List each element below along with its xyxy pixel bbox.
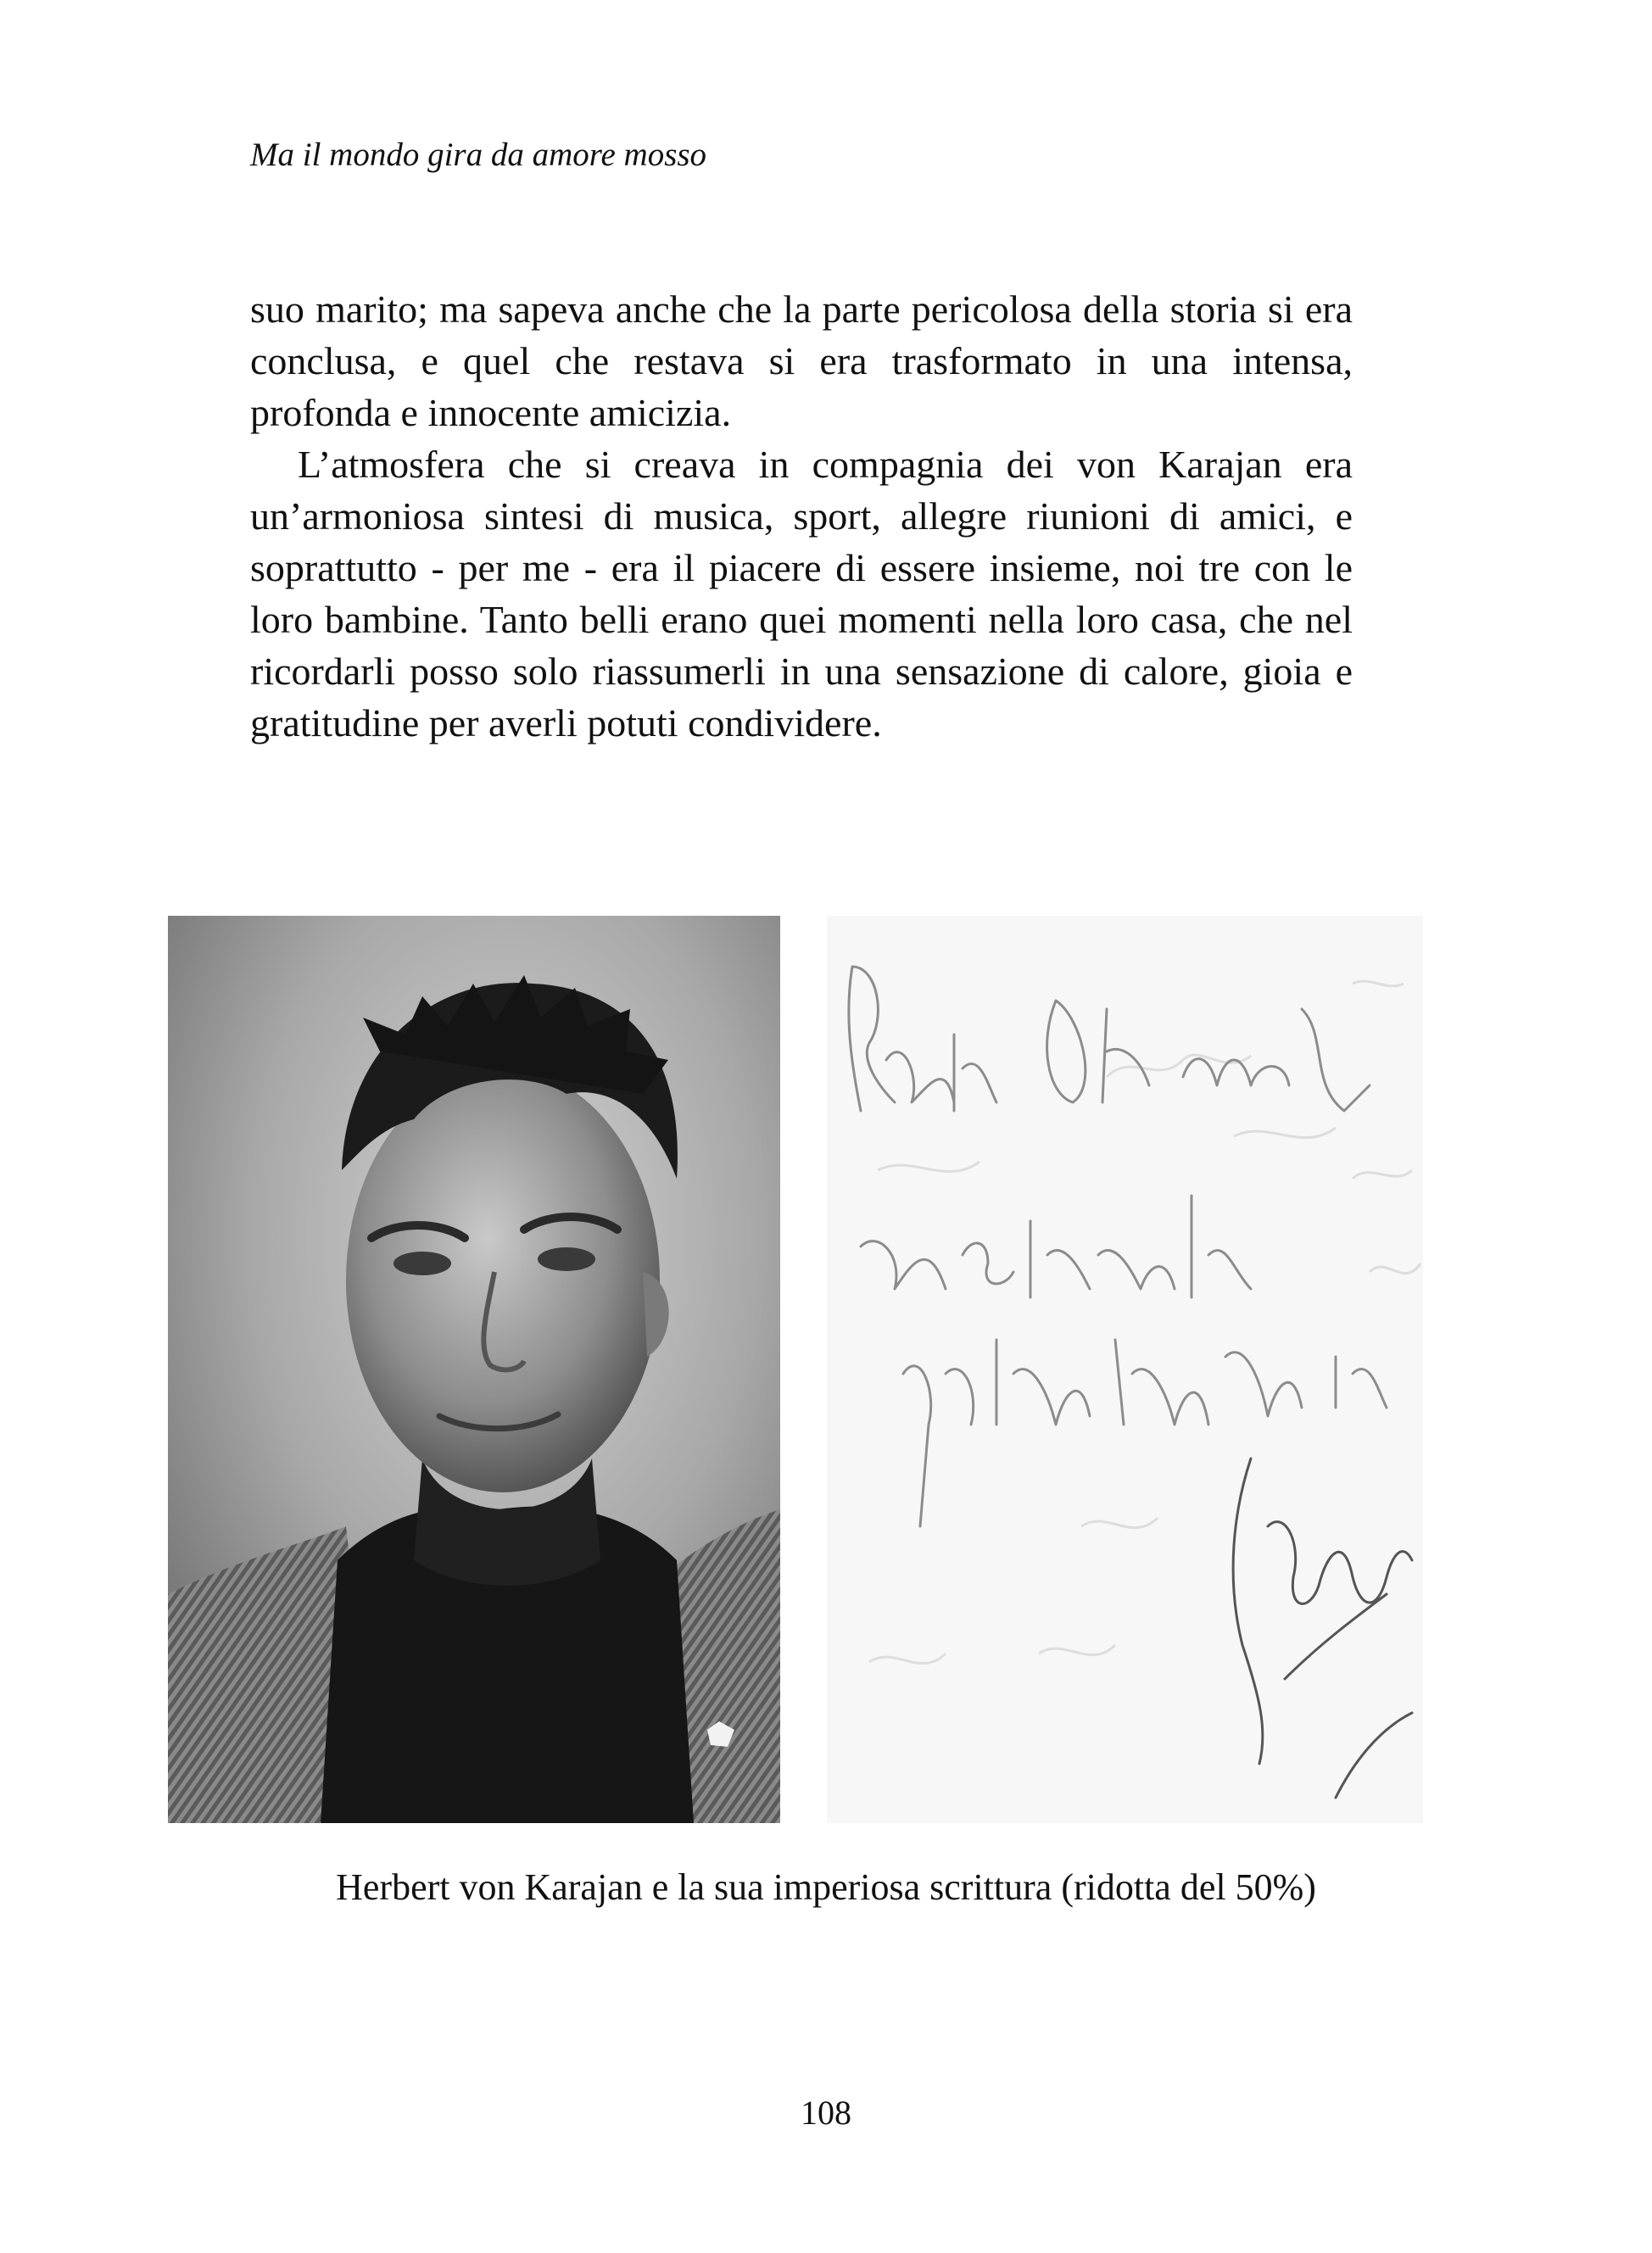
page-number: 108: [801, 2094, 851, 2132]
running-header: Ma il mondo gira da amore mosso: [250, 137, 707, 173]
paragraph: suo marito; ma sapeva anche che la parte pericolosa della storia si era conclusa, e quel che restava si era trasformato in una intensa, profonda e innocente amicizia.: [250, 287, 1353, 434]
paragraph: L’atmosfera che si creava in compagnia dei von Karajan era un’armoniosa sintesi di musica, sport, allegre riunioni di amici, e soprattutto - per me - era il piacere di essere insieme, noi tre con le loro bambine. Tanto belli erano quei momenti nella loro casa, che nel ricordarli posso solo riassumerli in una sensazione di calore, gioia e gratitudine per averli potuti condividere.: [250, 443, 1353, 744]
handwritten-note: [827, 916, 1423, 1823]
portrait-photo: [168, 916, 780, 1823]
handwritten-note-image: [827, 916, 1423, 1823]
figure-caption: Herbert von Karajan e la sua imperiosa scrittura (ridotta del 50%): [336, 1866, 1316, 1908]
portrait-photo-image: [168, 916, 780, 1823]
body-text: [250, 283, 1353, 749]
